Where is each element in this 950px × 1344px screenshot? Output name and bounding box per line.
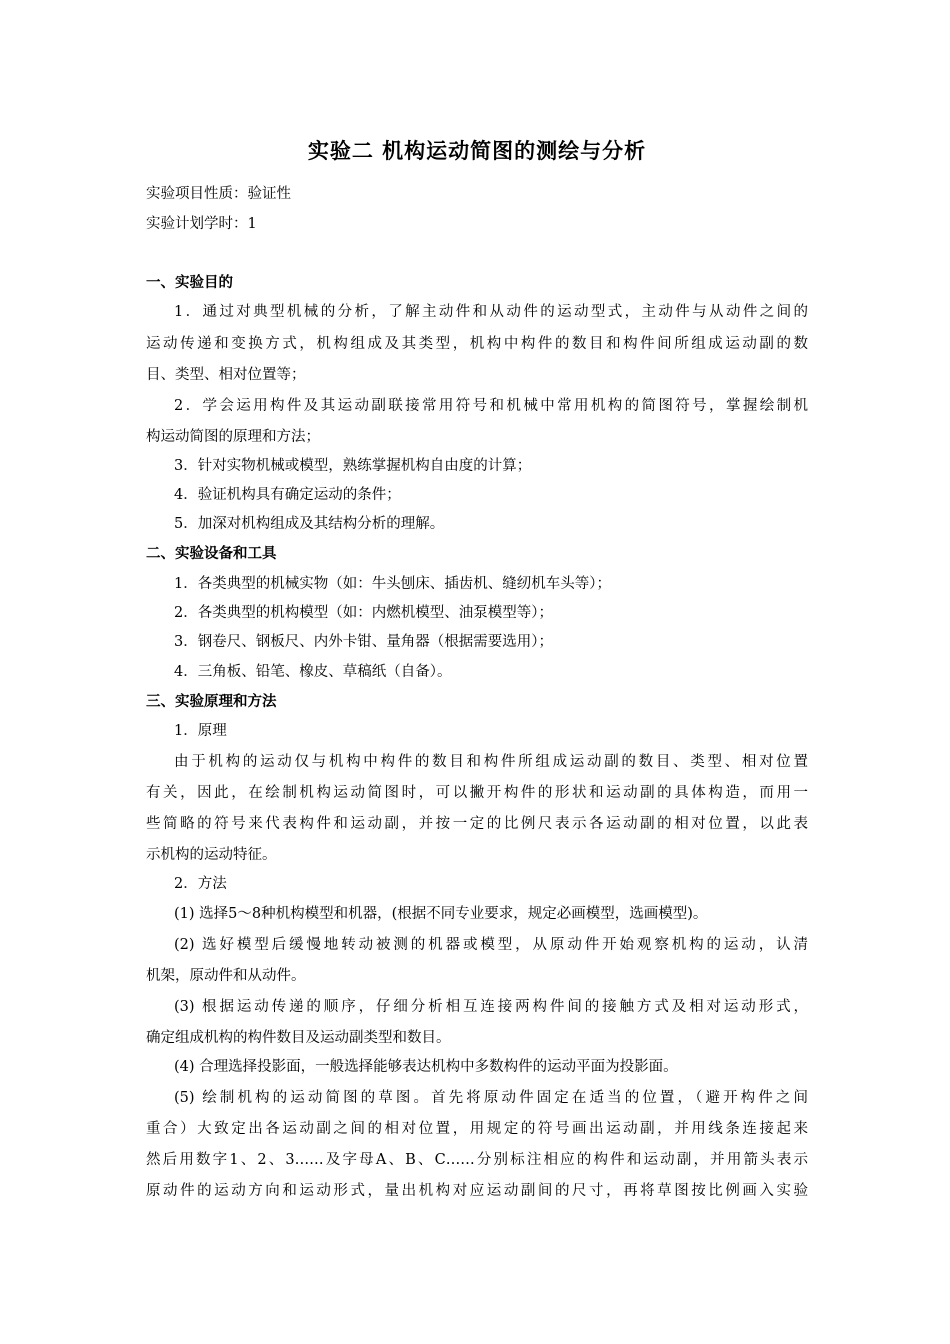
purpose-line: 5．加深对机构组成及其结构分析的理解。 bbox=[174, 516, 445, 532]
purpose-line: 1．通过对典型机械的分析，了解主动件和从动件的运动型式，主动件与从动件之间的 bbox=[174, 304, 808, 320]
equipment-line: 3．钢卷尺、钢板尺、内外卡钳、量角器（根据需要选用）； bbox=[174, 634, 553, 650]
experiment-nature: 实验项目性质：验证性 bbox=[146, 186, 291, 202]
principle-line: 些简略的符号来代表构件和运动副，并按一定的比例尺表示各运动副的相对位置，以此表 bbox=[146, 816, 808, 832]
document-title: 实验二 机构运动简图的测绘与分析 bbox=[307, 138, 647, 163]
equipment-line: 1．各类典型的机械实物（如：牛头刨床、插齿机、缝纫机车头等）； bbox=[174, 576, 611, 592]
principle-line: 由于机构的运动仅与机构中构件的数目和构件所组成运动副的数目、类型、相对位置 bbox=[174, 754, 808, 770]
method-line: 然后用数字1、2、3……及字母A、B、C……分别标注相应的构件和运动副，并用箭头表示 bbox=[146, 1152, 808, 1168]
method-line: 原动件的运动方向和运动形式，量出机构对应运动副间的尺寸，再将草图按比例画入实验 bbox=[146, 1183, 808, 1199]
principle-line: 有关，因此，在绘制机构运动简图时，可以撇开构件的形状和运动副的具体构造，而用一 bbox=[146, 785, 808, 801]
section-heading-equipment: 二、实验设备和工具 bbox=[146, 546, 277, 562]
method-line: (1) 选择5～8种机构模型和机器，(根据不同专业要求，规定必画模型，选画模型)。 bbox=[174, 906, 708, 922]
section-heading-purpose: 一、实验目的 bbox=[146, 275, 233, 291]
purpose-line: 目、类型、相对位置等； bbox=[146, 367, 306, 383]
method-line: (3) 根据运动传递的顺序，仔细分析相互连接两构件间的接触方式及相对运动形式， bbox=[174, 999, 808, 1015]
principle-line: 示机构的运动特征。 bbox=[146, 847, 277, 863]
equipment-line: 4．三角板、铅笔、橡皮、草稿纸（自备）。 bbox=[174, 664, 452, 680]
principle-subheading: 1．原理 bbox=[174, 723, 227, 739]
purpose-line: 构运动简图的原理和方法； bbox=[146, 429, 320, 445]
equipment-line: 2．各类典型的机构模型（如：内燃机模型、油泵模型等）； bbox=[174, 605, 553, 621]
section-heading-principle: 三、实验原理和方法 bbox=[146, 694, 277, 710]
method-line: (4) 合理选择投影面，一般选择能够表达机构中多数构件的运动平面为投影面。 bbox=[174, 1059, 678, 1075]
method-line: (5) 绘制机构的运动简图的草图。首先将原动件固定在适当的位置，（避开构件之间 bbox=[174, 1090, 808, 1106]
method-line: 确定组成机构的构件数目及运动副类型和数目。 bbox=[146, 1030, 451, 1046]
purpose-line: 运动传递和变换方式，机构组成及其类型，机构中构件的数目和构件间所组成运动副的数 bbox=[146, 336, 808, 352]
method-line: (2) 选好模型后缓慢地转动被测的机器或模型，从原动件开始观察机构的运动，认清 bbox=[174, 937, 808, 953]
method-subheading: 2．方法 bbox=[174, 876, 227, 892]
experiment-hours: 实验计划学时：1 bbox=[146, 216, 257, 232]
method-line: 机架，原动件和从动件。 bbox=[146, 968, 306, 984]
purpose-line: 2．学会运用构件及其运动副联接常用符号和机械中常用机构的简图符号，掌握绘制机 bbox=[174, 398, 808, 414]
method-line: 重合）大致定出各运动副之间的相对位置，用规定的符号画出运动副，并用线条连接起来 bbox=[146, 1121, 808, 1137]
purpose-line: 4．验证机构具有确定运动的条件； bbox=[174, 487, 401, 503]
purpose-line: 3．针对实物机械或模型，熟练掌握机构自由度的计算； bbox=[174, 458, 532, 474]
